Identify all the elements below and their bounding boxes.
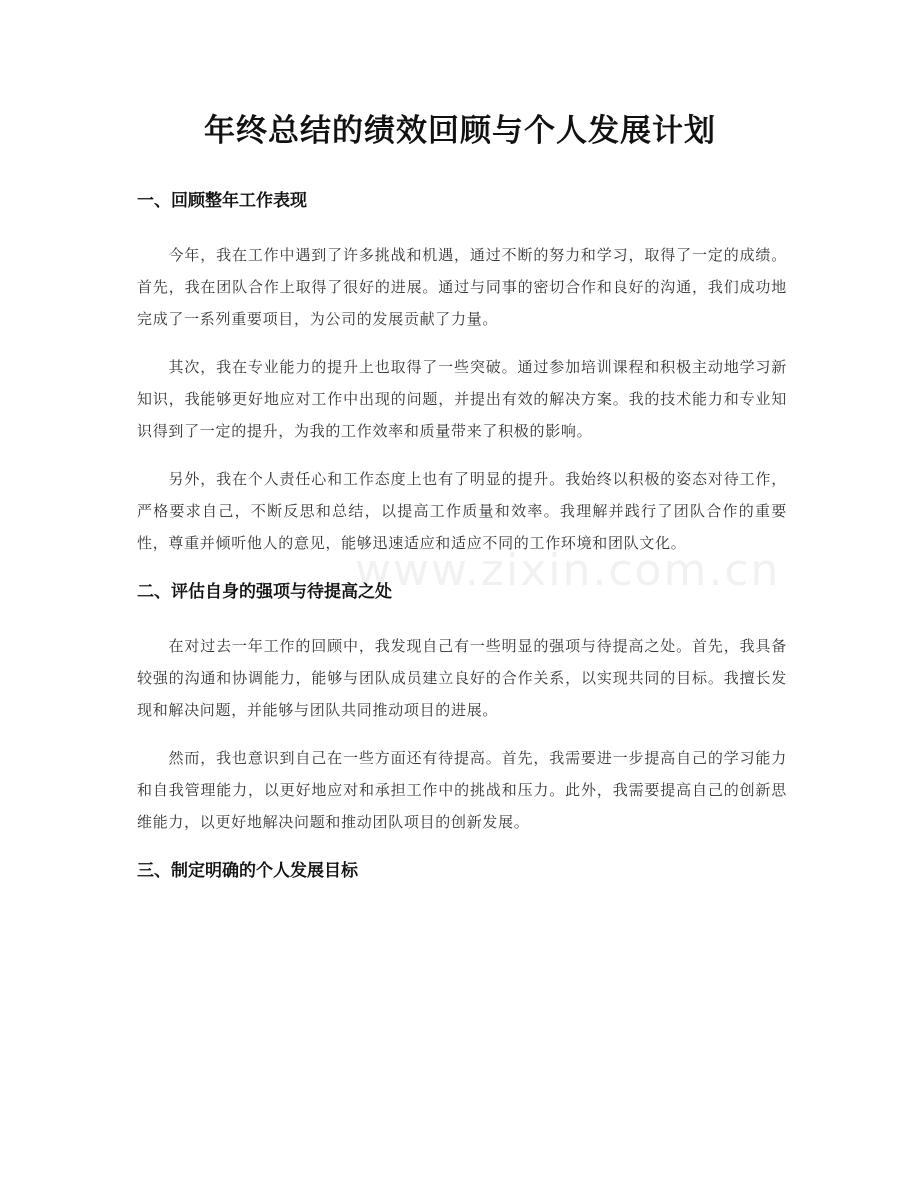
paragraph: 在对过去一年工作的回顾中，我发现自己有一些明显的强项与待提高之处。首先，我具备较强的沟通和协调能力，能够与团队成员建立良好的合作关系，以实现共同的目标。我擅长发现和解决问题，并能够与团队共同推动项目的进展。	[137, 637, 787, 719]
page-title: 年终总结的绩效回顾与个人发展计划	[204, 113, 716, 149]
paragraph: 另外，我在个人责任心和工作态度上也有了明显的提升。我始终以积极的姿态对待工作，严格要求自己，不断反思和总结，以提高工作质量和效率。我理解并践行了团队合作的重要性，尊重并倾听他人的意见，能够迅速适应和适应不同的工作环境和团队文化。	[137, 470, 787, 552]
paragraph: 其次，我在专业能力的提升上也取得了一些突破。通过参加培训课程和积极主动地学习新知识，我能够更好地应对工作中出现的问题，并提出有效的解决方案。我的技术能力和专业知识得到了一定的提升，为我的工作效率和质量带来了积极的影响。	[137, 358, 787, 440]
paragraph: 今年，我在工作中遇到了许多挑战和机遇，通过不断的努力和学习，取得了一定的成绩。首先，我在团队合作上取得了很好的进展。通过与同事的密切合作和良好的沟通，我们成功地完成了一系列重要项目，为公司的发展贡献了力量。	[137, 246, 787, 328]
section-heading-assessment: 二、评估自身的强项与待提高之处	[137, 582, 392, 602]
section-heading-goals: 三、制定明确的个人发展目标	[137, 861, 358, 881]
section-heading-review: 一、回顾整年工作表现	[137, 191, 307, 211]
document-body	[137, 184, 787, 888]
watermark: www.zixin.com.cn	[355, 545, 781, 596]
paragraph: 然而，我也意识到自己在一些方面还有待提高。首先，我需要进一步提高自己的学习能力和自我管理能力，以更好地应对和承担工作中的挑战和压力。此外，我需要提高自己的创新思维能力，以更好地解决问题和推动团队项目的创新发展。	[137, 749, 787, 831]
